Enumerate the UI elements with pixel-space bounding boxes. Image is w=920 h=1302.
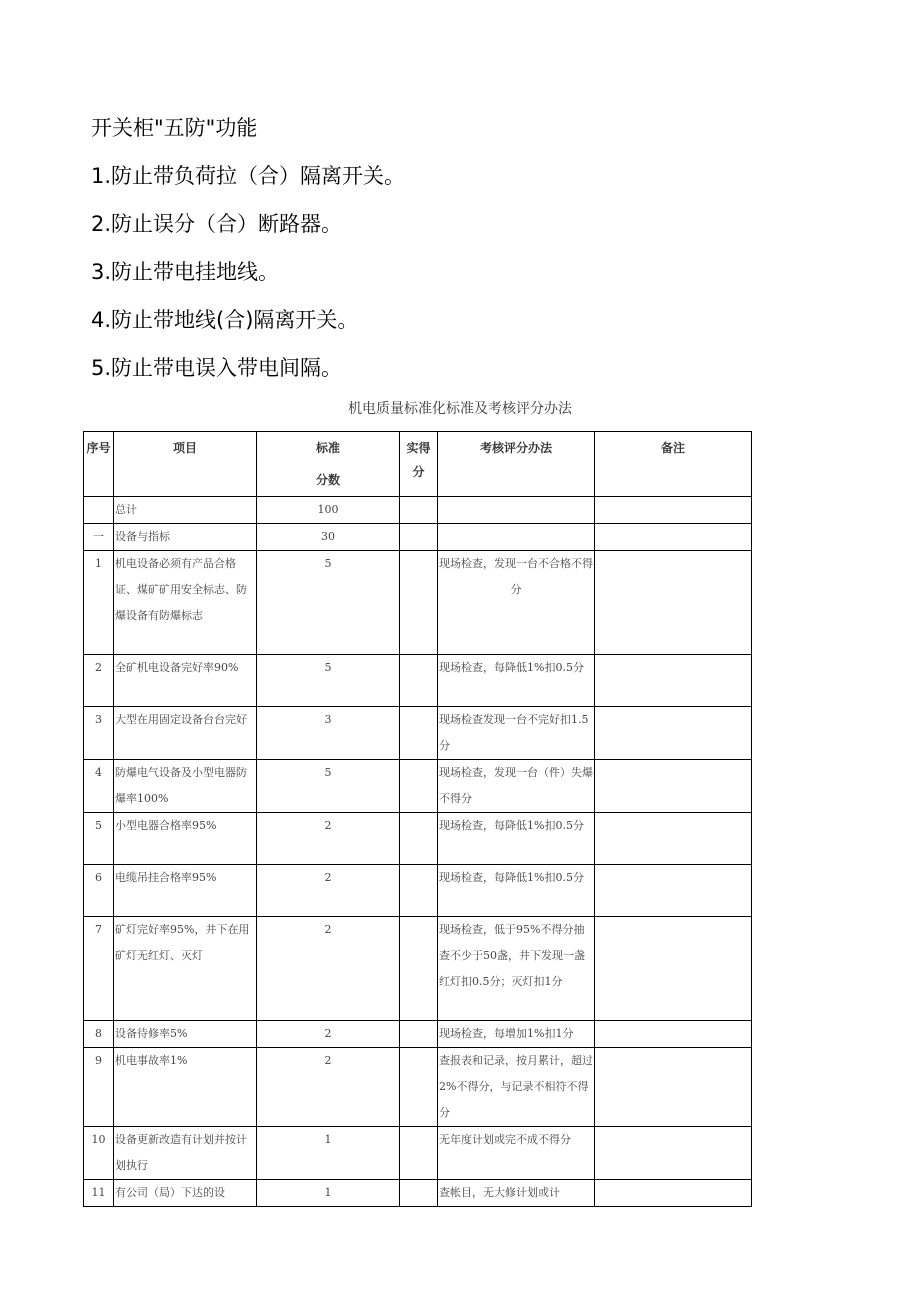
header-method: 考核评分办法 (438, 432, 595, 497)
header-actual-line1: 实得 (406, 441, 431, 455)
cell-remark (595, 497, 752, 524)
cell-remark (595, 655, 752, 707)
header-score-line2: 分数 (315, 473, 340, 487)
cell-item: 总计 (114, 497, 257, 524)
cell-remark (595, 865, 752, 917)
cell-item: 设备与指标 (114, 524, 257, 551)
table-row (84, 760, 752, 813)
cell-actual (400, 707, 438, 760)
cell-score: 5 (257, 551, 400, 655)
cell-method (438, 497, 595, 524)
cell-item: 防爆电气设备及小型电器防爆率100% (114, 760, 257, 813)
table-header-row (84, 432, 752, 497)
header-actual (400, 432, 438, 497)
table-row (84, 524, 752, 551)
header-score (257, 432, 400, 497)
cell-item: 设备更新改造有计划并按计划执行 (114, 1127, 257, 1180)
cell-remark (595, 760, 752, 813)
heading-item: 2.防止误分（合）断路器。 (91, 212, 343, 236)
cell-seq: 8 (84, 1021, 114, 1048)
cell-seq: 11 (84, 1180, 114, 1207)
cell-seq: 3 (84, 707, 114, 760)
cell-actual (400, 551, 438, 655)
cell-score: 2 (257, 865, 400, 917)
heading-item: 4.防止带地线(合)隔离开关。 (91, 308, 359, 332)
cell-item: 全矿机电设备完好率90% (114, 655, 257, 707)
cell-actual (400, 655, 438, 707)
cell-score: 3 (257, 707, 400, 760)
cell-score: 2 (257, 1048, 400, 1127)
table-row (84, 865, 752, 917)
cell-score: 2 (257, 813, 400, 865)
table-row (84, 1048, 752, 1127)
table-title: 机电质量标准化标准及考核评分办法 (348, 401, 572, 417)
cell-score: 30 (257, 524, 400, 551)
cell-remark (595, 1180, 752, 1207)
table-row (84, 497, 752, 524)
heading-item: 3.防止带电挂地线。 (91, 260, 280, 284)
table-row (84, 707, 752, 760)
cell-actual (400, 1180, 438, 1207)
heading-item: 5.防止带电误入带电间隔。 (91, 356, 343, 380)
cell-actual (400, 1127, 438, 1180)
cell-remark (595, 707, 752, 760)
cell-seq: 4 (84, 760, 114, 813)
table-row (84, 1021, 752, 1048)
cell-actual (400, 813, 438, 865)
heading-block (91, 104, 405, 392)
cell-item: 机电设备必须有产品合格证、煤矿矿用安全标志、防爆设备有防爆标志 (114, 551, 257, 655)
cell-actual (400, 760, 438, 813)
heading-title: 开关柜"五防"功能 (91, 116, 258, 140)
cell-actual (400, 865, 438, 917)
cell-method: 现场检查，每降低1%扣0.5分 (438, 655, 595, 707)
cell-seq: 2 (84, 655, 114, 707)
cell-seq: 10 (84, 1127, 114, 1180)
cell-method: 无年度计划或完不成不得分 (438, 1127, 595, 1180)
cell-method: 现场检查，发现一台（件）失爆不得分 (438, 760, 595, 813)
cell-seq (84, 497, 114, 524)
cell-method: 现场检查，每降低1%扣0.5分 (438, 865, 595, 917)
cell-method (438, 524, 595, 551)
cell-method: 现场检查发现一台不完好扣1.5分 (438, 707, 595, 760)
cell-remark (595, 524, 752, 551)
header-score-line1: 标准 (315, 441, 340, 455)
cell-actual (400, 497, 438, 524)
cell-score: 5 (257, 655, 400, 707)
cell-seq: 5 (84, 813, 114, 865)
header-item: 项目 (114, 432, 257, 497)
cell-actual (400, 524, 438, 551)
table-row (84, 655, 752, 707)
cell-seq: 6 (84, 865, 114, 917)
cell-seq: 1 (84, 551, 114, 655)
cell-method: 现场检查，每降低1%扣0.5分 (438, 813, 595, 865)
table-row (84, 917, 752, 1021)
cell-item: 有公司（局）下达的设 (114, 1180, 257, 1207)
header-actual-line2: 分 (412, 465, 425, 479)
cell-method: 查帐目，无大修计划或计 (438, 1180, 595, 1207)
header-seq: 序号 (84, 432, 114, 497)
cell-method: 查报表和记录，按月累计，超过2%不得分，与记录不相符不得分 (438, 1048, 595, 1127)
cell-item: 机电事故率1% (114, 1048, 257, 1127)
cell-score: 1 (257, 1180, 400, 1207)
cell-score: 100 (257, 497, 400, 524)
heading-item: 1.防止带负荷拉（合）隔离开关。 (91, 164, 406, 188)
cell-seq: 9 (84, 1048, 114, 1127)
table-row (84, 1180, 752, 1207)
cell-score: 5 (257, 760, 400, 813)
cell-item: 设备待修率5% (114, 1021, 257, 1048)
cell-remark (595, 917, 752, 1021)
cell-score: 2 (257, 1021, 400, 1048)
cell-seq: 7 (84, 917, 114, 1021)
cell-item: 大型在用固定设备台台完好 (114, 707, 257, 760)
header-remark: 备注 (595, 432, 752, 497)
cell-item: 电缆吊挂合格率95% (114, 865, 257, 917)
cell-remark (595, 1021, 752, 1048)
table-row (84, 813, 752, 865)
cell-method: 现场检查，低于95%不得分抽查不少于50盏，井下发现一盏红灯扣0.5分；灭灯扣1分 (438, 917, 595, 1021)
cell-remark (595, 1127, 752, 1180)
cell-score: 1 (257, 1127, 400, 1180)
standards-table (83, 431, 752, 1207)
cell-actual (400, 917, 438, 1021)
cell-item: 小型电器合格率95% (114, 813, 257, 865)
cell-actual (400, 1048, 438, 1127)
cell-remark (595, 1048, 752, 1127)
cell-item: 矿灯完好率95%，井下在用矿灯无红灯、灭灯 (114, 917, 257, 1021)
cell-method: 现场检查，每增加1%扣1分 (438, 1021, 595, 1048)
cell-score: 2 (257, 917, 400, 1021)
cell-method: 现场检查，发现一台不合格不得分 (438, 551, 595, 655)
table-row (84, 551, 752, 655)
table-row (84, 1127, 752, 1180)
cell-seq: 一 (84, 524, 114, 551)
cell-actual (400, 1021, 438, 1048)
cell-remark (595, 813, 752, 865)
cell-remark (595, 551, 752, 655)
